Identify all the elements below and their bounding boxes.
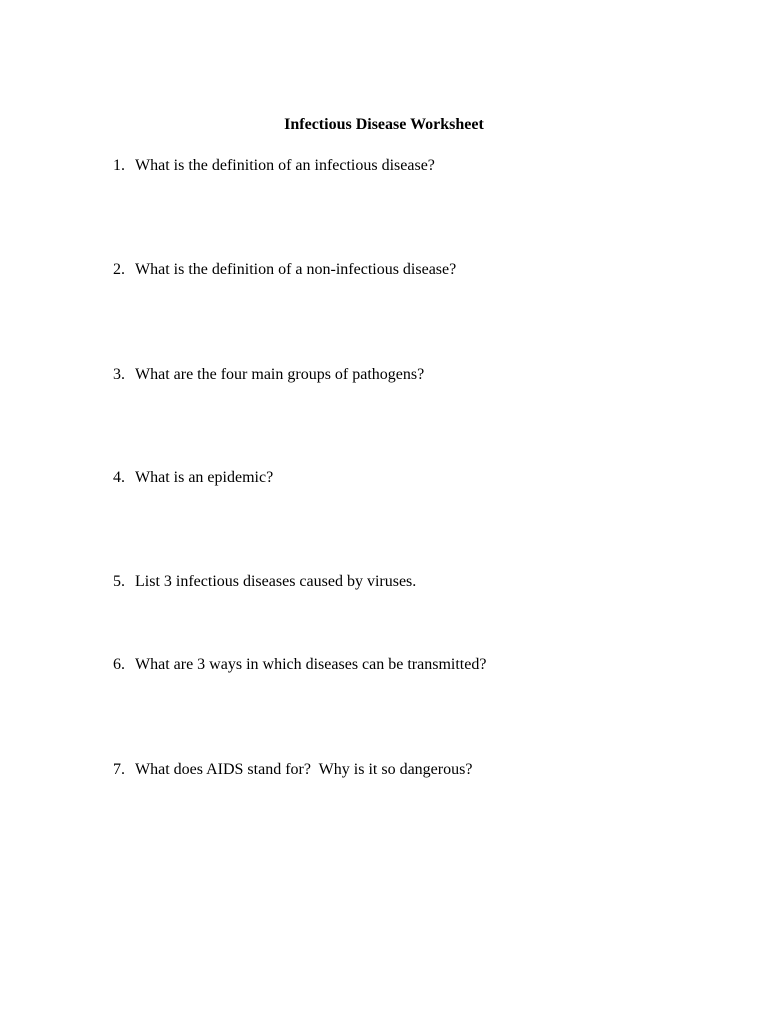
question-5 <box>113 571 416 593</box>
question-text: What does AIDS stand for? Why is it so dangerous? <box>135 761 473 778</box>
question-text: What is an epidemic? <box>135 469 274 486</box>
worksheet-title: Infectious Disease Worksheet <box>284 116 484 133</box>
question-6 <box>113 654 486 676</box>
question-text: What are the four main groups of pathogens? <box>135 366 425 383</box>
question-7 <box>113 759 472 781</box>
question-1 <box>113 155 435 177</box>
question-text: List 3 infectious diseases caused by viruses. <box>135 573 417 590</box>
question-text: What is the definition of a non-infectious disease? <box>135 261 457 278</box>
question-3 <box>113 364 424 386</box>
question-number: 2. <box>113 261 125 278</box>
question-text: What are 3 ways in which diseases can be transmitted? <box>135 656 487 673</box>
question-number: 6. <box>113 656 125 673</box>
question-number: 1. <box>113 157 125 174</box>
question-number: 4. <box>113 469 125 486</box>
question-number: 3. <box>113 366 125 383</box>
question-2 <box>113 259 456 281</box>
question-text: What is the definition of an infectious disease? <box>135 157 435 174</box>
question-number: 5. <box>113 573 125 590</box>
question-number: 7. <box>113 761 125 778</box>
question-4 <box>113 467 273 489</box>
